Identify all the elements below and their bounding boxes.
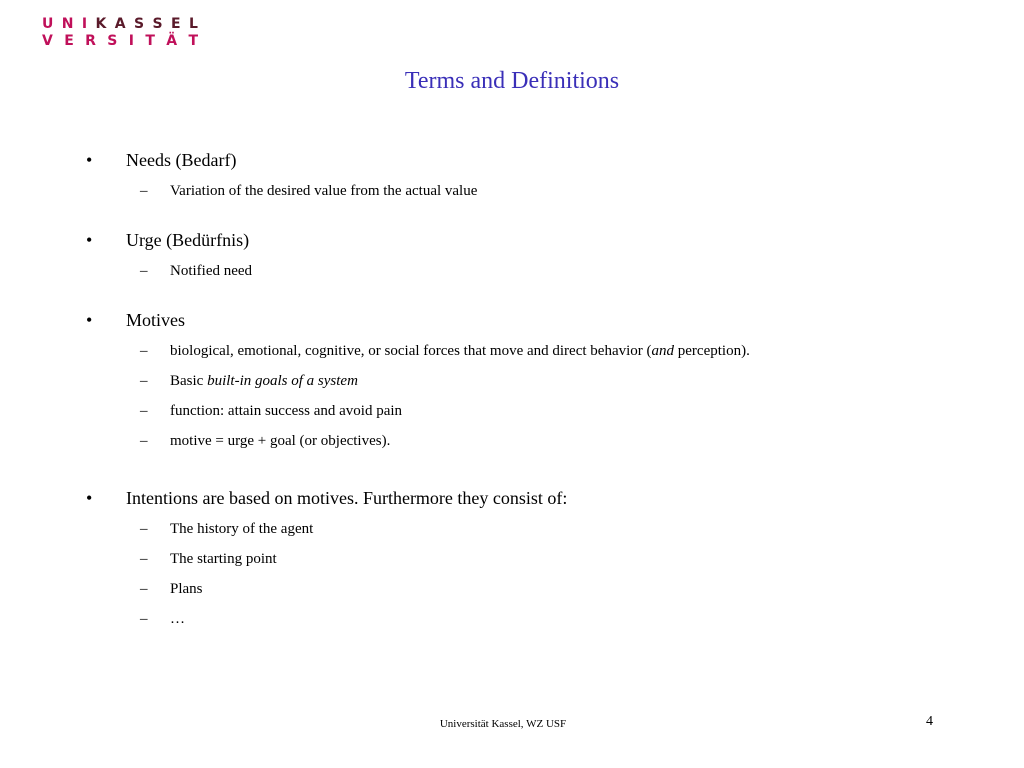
logo-letter: U — [42, 16, 54, 32]
slide-content — [86, 148, 966, 656]
bullet-glyph: • — [86, 488, 93, 508]
slide-title: Terms and Definitions — [404, 68, 620, 94]
sub-item — [86, 260, 966, 282]
bullet-text: Intentions are based on motives. Furthermore they consist of: — [126, 488, 568, 508]
sub-text-emphasis: and — [651, 343, 675, 359]
bullet-item — [86, 308, 966, 332]
logo-letter: S — [107, 33, 118, 49]
logo-letter: K — [95, 16, 107, 32]
sub-item — [86, 548, 966, 570]
slide-footer: Universität Kassel, WZ USF — [439, 718, 567, 730]
bullet-item — [86, 228, 966, 252]
logo-letter: T — [145, 33, 155, 49]
sub-item — [86, 578, 966, 600]
bullet-group-needs — [86, 148, 966, 202]
sub-item — [86, 370, 966, 392]
university-logo — [42, 16, 202, 50]
logo-letter: S — [134, 16, 145, 32]
logo-letter: I — [128, 33, 134, 49]
logo-letter: N — [61, 16, 74, 32]
dash-glyph: – — [140, 183, 148, 199]
sub-text: motive = urge + goal (or objectives). — [170, 433, 391, 449]
bullet-text: Motives — [126, 310, 186, 330]
dash-glyph: – — [140, 343, 148, 359]
logo-letter: L — [189, 16, 198, 32]
logo-line-2 — [42, 33, 198, 50]
sub-item — [86, 430, 966, 452]
dash-glyph: – — [140, 611, 148, 627]
sub-text-pre: Basic — [170, 373, 208, 389]
sub-text-post: perception). — [674, 343, 750, 359]
dash-glyph: – — [140, 433, 148, 449]
dash-glyph: – — [140, 403, 148, 419]
dash-glyph: – — [140, 551, 148, 567]
logo-letter: T — [188, 33, 198, 49]
page-number: 4 — [926, 714, 933, 729]
sub-text: The history of the agent — [170, 521, 314, 537]
sub-list — [86, 518, 966, 630]
bullet-glyph: • — [86, 150, 93, 170]
logo-letter: E — [171, 16, 181, 32]
logo-letter: V — [42, 33, 53, 49]
dash-glyph: – — [140, 521, 148, 537]
bullet-group-motives — [86, 308, 966, 452]
logo-letter: E — [64, 33, 74, 49]
sub-text: … — [170, 611, 185, 627]
sub-item — [86, 180, 966, 202]
bullet-text: Needs (Bedarf) — [126, 150, 237, 170]
sub-list — [86, 180, 966, 202]
sub-item — [86, 518, 966, 540]
sub-list — [86, 340, 966, 452]
sub-item — [86, 340, 966, 362]
sub-item — [86, 608, 966, 630]
logo-letter: Ä — [166, 33, 178, 49]
logo-line-1 — [42, 16, 198, 33]
dash-glyph: – — [140, 373, 148, 389]
logo-letter: R — [85, 33, 96, 49]
sub-list — [86, 260, 966, 282]
bullet-text: Urge (Bedürfnis) — [126, 230, 250, 250]
logo-letter: I — [81, 16, 88, 32]
sub-text: Variation of the desired value from the actual value — [170, 183, 478, 199]
bullet-group-urge — [86, 228, 966, 282]
sub-text: Plans — [170, 581, 203, 597]
dash-glyph: – — [140, 263, 148, 279]
sub-text-pre: biological, emotional, cognitive, or social forces that move and direct behavior ( — [170, 343, 652, 359]
logo-letter: S — [152, 16, 163, 32]
dash-glyph: – — [140, 581, 148, 597]
sub-text: Notified need — [170, 263, 253, 279]
bullet-item — [86, 486, 966, 510]
bullet-glyph: • — [86, 310, 93, 330]
sub-text: function: attain success and avoid pain — [170, 403, 403, 419]
bullet-glyph: • — [86, 230, 93, 250]
sub-text: The starting point — [170, 551, 277, 567]
bullet-group-intentions — [86, 486, 966, 630]
logo-letter: A — [114, 16, 126, 32]
sub-text-emphasis: built-in goals of a system — [207, 373, 358, 389]
bullet-item — [86, 148, 966, 172]
sub-item — [86, 400, 966, 422]
